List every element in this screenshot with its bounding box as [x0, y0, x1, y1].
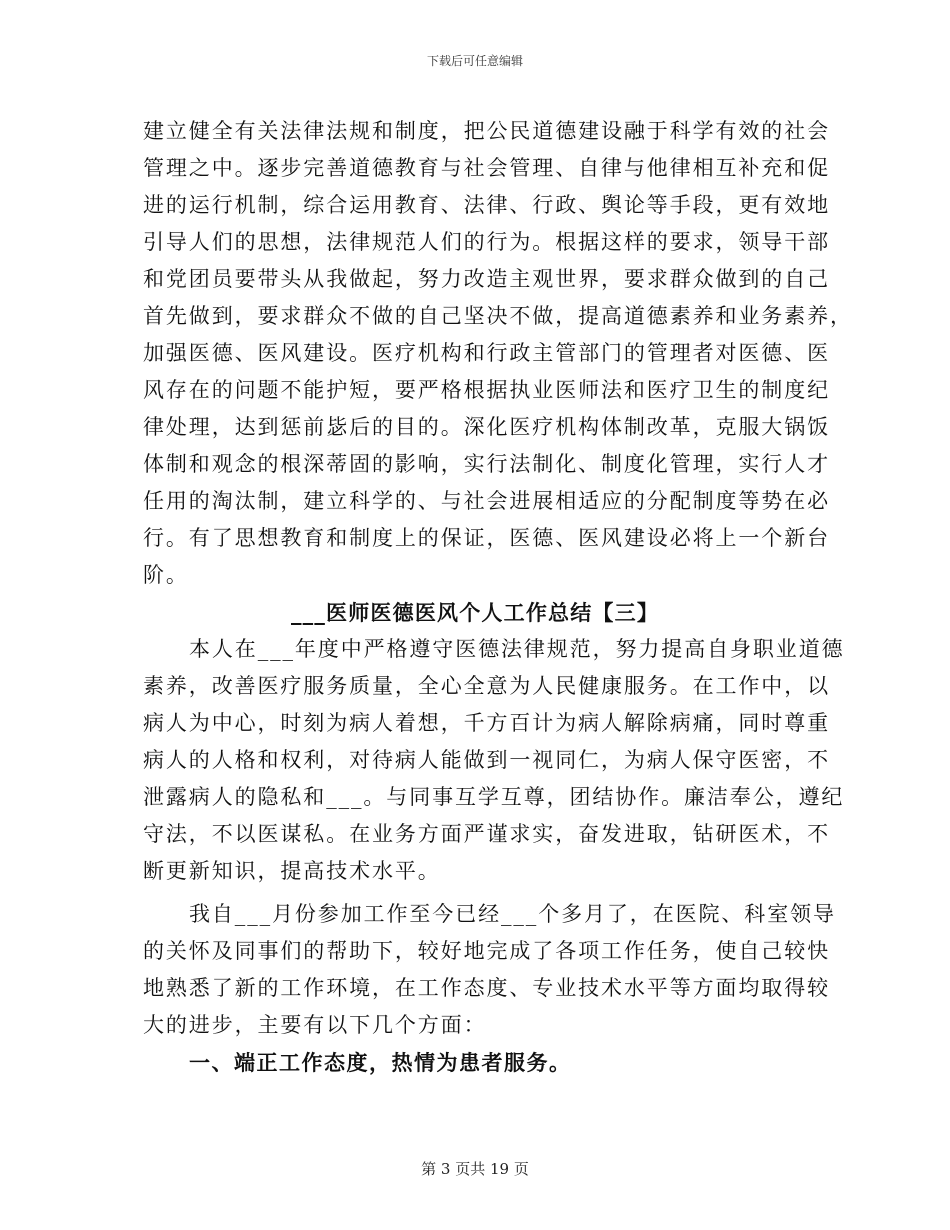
text-line: 的关怀及同事们的帮助下，较好地完成了各项工作任务，使自己较快: [143, 939, 830, 963]
text-line: 首先做到，要求群众不做的自己坚决不做，提高道德素养和业务素养，: [143, 304, 853, 328]
text-line: 地熟悉了新的工作环境，在工作态度、专业技术水平等方面均取得较: [143, 976, 830, 1000]
text-line: 体制和观念的根深蒂固的影响，实行法制化、制度化管理，实行人才: [143, 452, 830, 476]
text-line: 泄露病人的隐私和___。与同事互学互尊，团结协作。廉洁奉公，遵纪: [143, 785, 845, 809]
document-body: [143, 113, 853, 1081]
text-line: 守法，不以医谋私。在业务方面严谨求实，奋发进取，钻研医术，不: [143, 822, 830, 846]
text-line: 引导人们的思想，法律规范人们的行为。根据这样的要求，领导干部: [143, 230, 830, 254]
page-number-footer: 第 3 页共 19 页: [421, 1160, 529, 1178]
text-line: 行。有了思想教育和制度上的保证，医德、医风建设必将上一个新台: [143, 526, 830, 550]
subheading: 一、端正工作态度，热情为患者服务。: [189, 1050, 572, 1075]
text-line: 和党团员要带头从我做起，努力改造主观世界，要求群众做到的自己: [143, 267, 830, 291]
text-line: 大的进步，主要有以下几个方面：: [143, 1013, 487, 1037]
paragraph-2: [143, 631, 845, 890]
text-line: 建立健全有关法律法规和制度，把公民道德建设融于科学有效的社会: [143, 119, 830, 143]
text-line: 管理之中。逐步完善道德教育与社会管理、自律与他律相互补充和促: [143, 156, 830, 180]
text-line: 风存在的问题不能护短，要严格根据执业医师法和医疗卫生的制度纪: [143, 378, 830, 402]
text-line: 断更新知识，提高技术水平。: [143, 859, 441, 883]
text-line: 本人在___年度中严格遵守医德法律规范，努力提高自身职业道德: [189, 637, 845, 661]
text-line: 病人的人格和权利，对待病人能做到一视同仁，为病人保守医密，不: [143, 748, 830, 772]
text-line: 病人为中心，时刻为病人着想，千方百计为病人解除病痛，同时尊重: [143, 711, 830, 735]
text-line: 律处理，达到惩前毖后的目的。深化医疗机构体制改革，克服大锅饭: [143, 415, 830, 439]
text-line: 素养，改善医疗服务质量，全心全意为人民健康服务。在工作中，以: [143, 674, 830, 698]
page-header: 下载后可任意编辑: [426, 54, 523, 68]
section-title: ___医师医德医风个人工作总结【三】: [290, 600, 660, 625]
paragraph-1: [143, 113, 853, 594]
text-line: 加强医德、医风建设。医疗机构和行政主管部门的管理者对医德、医: [143, 341, 830, 365]
text-line: 阶。: [143, 563, 189, 587]
text-line: 任用的淘汰制，建立科学的、与社会进展相适应的分配制度等势在必: [143, 489, 830, 513]
text-line: 我自___月份参加工作至今已经___个多月了，在医院、科室领导: [189, 902, 836, 926]
text-line: 进的运行机制，综合运用教育、法律、行政、舆论等手段，更有效地: [143, 193, 830, 217]
paragraph-3: [143, 896, 836, 1044]
